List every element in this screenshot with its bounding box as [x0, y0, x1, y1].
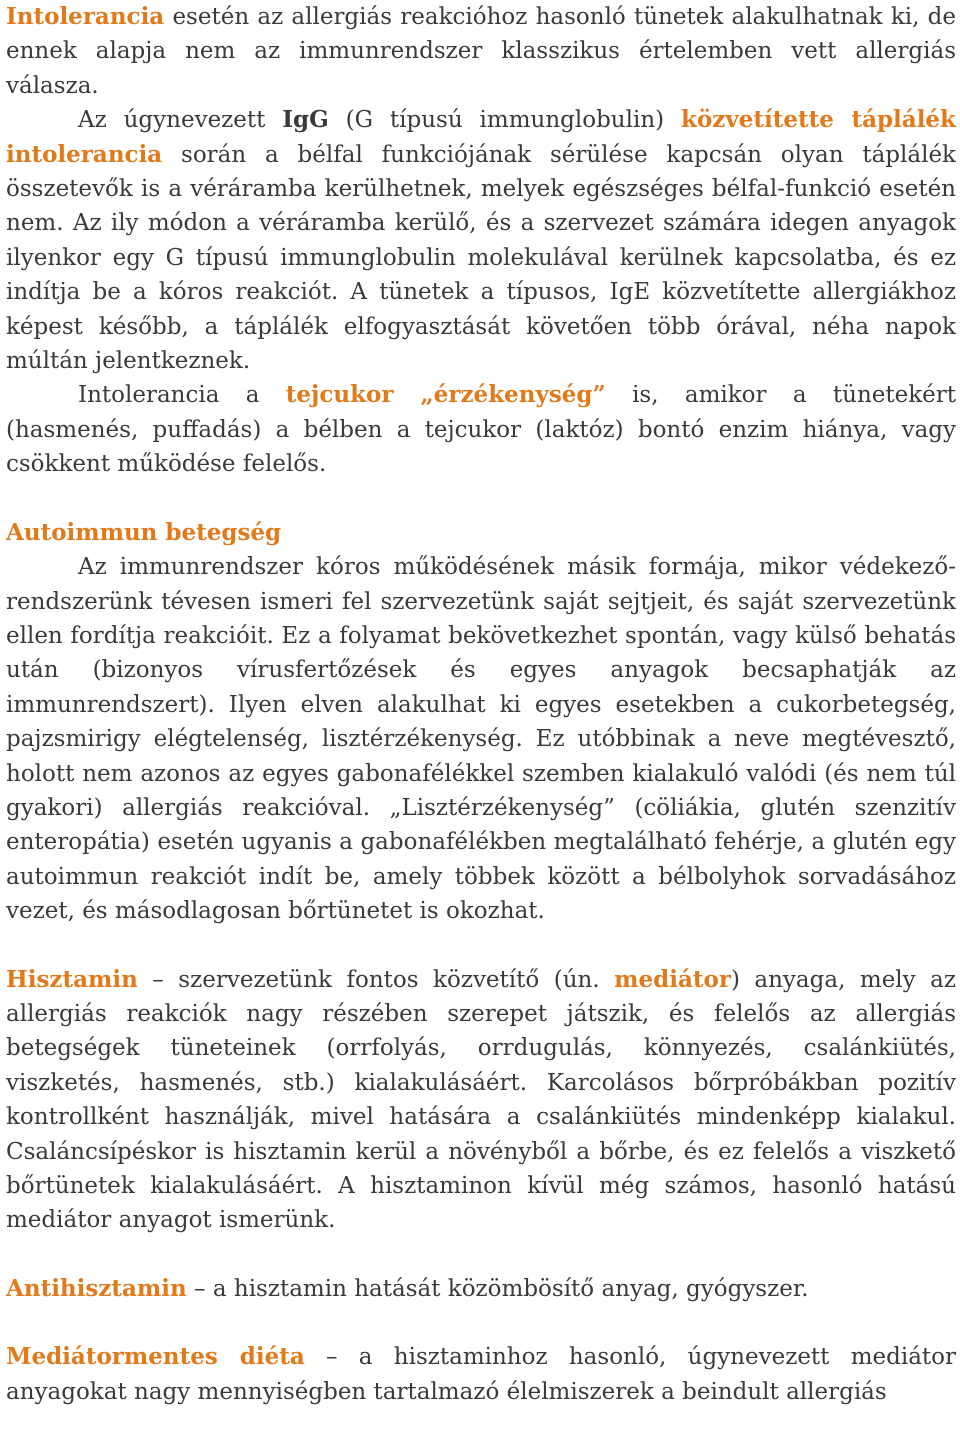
paragraph-igg-intolerancia — [6, 103, 956, 378]
term-lactose-sensitivity: tejcukor „érzékenység” — [285, 381, 606, 409]
paragraph-text: – a hisztamin hatását közömbösítő anyag, gyógyszer. — [186, 1275, 809, 1302]
paragraph-mediatormentes — [6, 1340, 956, 1409]
paragraph-text: esetén az allergiás reakcióhoz hasonló tünetek alakulhatnak ki, de ennek alapja nem az immunrendszer klasszikus értelemben vett allergiás válasza. — [6, 4, 956, 99]
term-intolerancia: Intolerancia — [6, 3, 165, 30]
paragraph-text: Az úgynevezett — [78, 107, 283, 134]
document-page — [6, 0, 956, 1409]
paragraph-autoimmun — [6, 550, 956, 928]
paragraph-hisztamin — [6, 963, 956, 1238]
paragraph-text: – szervezetünk fontos közvetítő (ún. — [137, 966, 615, 993]
paragraph-text: Intolerancia a — [78, 382, 286, 409]
paragraph-text: során a bélfal funkciójának sérülése kapcsán olyan táplálék összetevők is a véráramba kerülhetnek, melyek egészséges bélfal-funkció esetén nem. Az ily módon a véráramba kerülő, és a szervezet számára idegen anyagok ilyenkor egy G típusú immunglobulin molekulával kerülnek kapcsolatba, és ez indítja be a kóros reakciót. A tünetek a típusos, IgE közvetítette allergiákhoz képest később, a táplálék elfogyasztását követően több órával, néha napok múltán jelentkeznek. — [6, 141, 956, 375]
term-igg: IgG — [282, 106, 329, 134]
paragraph-text: (G típusú immunglobulin) — [328, 107, 682, 134]
heading-autoimmun — [6, 516, 956, 550]
paragraph-intolerancia-definition — [6, 0, 956, 103]
paragraph-text: ) anyaga, mely az allergiás reakciók nagy részében szerepet játszik, és felelős az allergiás betegségek tüneteinek (orrfolyás, orrdugulás, könnyezés, csalánkiütés, viszketés, hasmenés, stb.) kialakulásáért. Karcolásos bőrpróbákban pozitív kontrollként használják, mivel hatására a csalánkiütés mindenképp kialakul. Csaláncsípéskor is hisztamin kerül a növényből a bőrbe, és ez felelős a viszkető bőrtünetek kialakulásáért. A hisztaminon kívül még számos, hasonló hatású mediátor anyagot ismerünk. — [6, 966, 956, 1234]
term-hisztamin: Hisztamin — [6, 965, 138, 993]
paragraph-text: is, amikor a tünetekért (hasmenés, puffadás) a bélben a tejcukor (laktóz) bontó enzim hiánya, vagy csökkent működése felelős. — [6, 382, 957, 478]
term-igg-food-intolerance: közvetítette táplálék intolerancia — [6, 106, 956, 168]
paragraph-text: – a hisztaminhoz hasonló, úgynevezett mediátor anyagokat nagy mennyiségben tartalmazó élelmiszerek a beindult allergiás — [6, 1344, 956, 1405]
term-antihisztamin: Antihisztamin — [6, 1274, 187, 1302]
term-mediator: mediátor — [614, 965, 731, 993]
term-mediatormentes-dieta: Mediátormentes diéta — [6, 1343, 305, 1371]
paragraph-lactose-intolerance — [6, 378, 956, 481]
term-autoimmun: Autoimmun betegség — [6, 518, 282, 546]
paragraph-antihisztamin — [6, 1272, 956, 1306]
paragraph-text: Az immunrendszer kóros működésének másik formája, mikor védekező-rendszerünk tévesen ismeri fel szervezetünk saját sejtjeit, és saját szervezetünk ellen fordítja reakcióit. Ez a folyamat bekövetkezhet spontán, vagy külső behatás után (bizonyos vírusfertőzések és egyes anyagok becsaphatják az immunrendszert). Ilyen elven alakulhat ki egyes esetekben a cukorbetegség, pajzsmirigy elégtelenség, lisztérzékenység. Ez utóbbinak a neve megtévesztő, holott nem azonos az egyes gabonafélékkel szemben kialakuló valódi (és nem túl gyakori) allergiás reakcióval. „Lisztérzékenység” (cöliákia, glutén szenzitív enteropátia) esetén ugyanis a gabonafélékben megtalálható fehérje, a glutén egy autoimmun reakciót indít be, amely többek között a bélbolyhok sorvadásához vezet, és másodlagosan bőrtünetet is okozhat. — [6, 554, 956, 925]
